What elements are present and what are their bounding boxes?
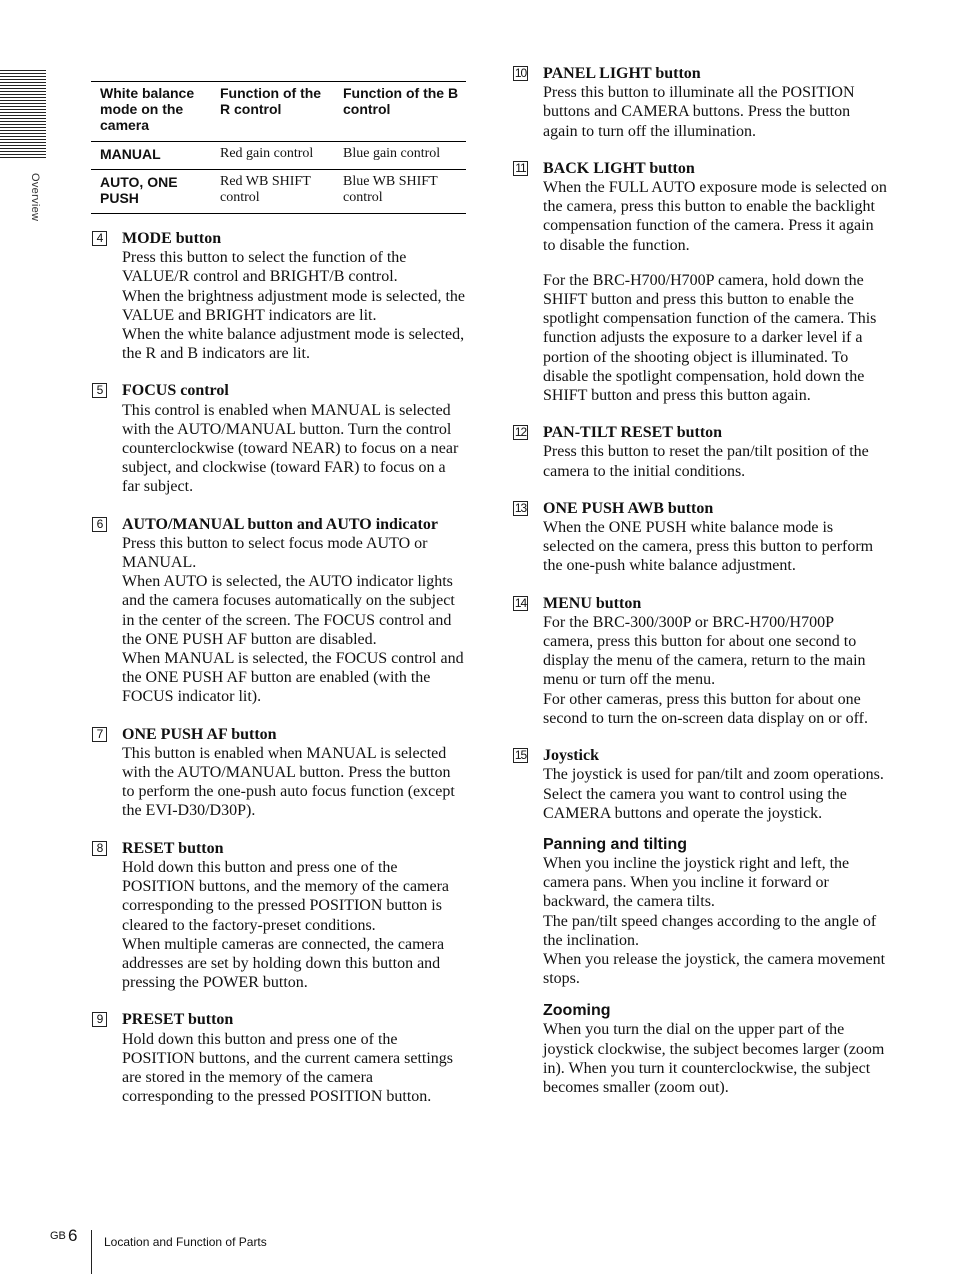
item-extra-paragraph: For the BRC-H700/H700P camera, hold down the SHIFT button and press this button to enable the spotlight compensation function of the camera. This function adjusts the exposure to a darker level if a portion of the shooting object is illuminated. To disable the spotlight compensation, hold down the SHIFT button and press this button again. xyxy=(543,271,877,405)
list-item xyxy=(91,839,466,993)
subsection-heading: Panning and tilting xyxy=(543,835,687,853)
item-title: PANEL LIGHT button xyxy=(543,65,701,82)
table-header: Function of the B control xyxy=(334,82,466,142)
sidebar-section-label: Overview xyxy=(29,173,41,222)
item-title: MENU button xyxy=(543,594,642,612)
item-number-box: 6 xyxy=(92,517,107,532)
subsection xyxy=(512,1001,887,1097)
item-number-box: 10 xyxy=(514,66,527,80)
item-paragraph: Press this button to select the function of the VALUE/R control and BRIGHT/B control. xyxy=(122,249,407,286)
sidebar-tab-stripes xyxy=(0,70,46,160)
item-number-box: 15 xyxy=(514,748,527,763)
list-item xyxy=(512,499,887,576)
table-cell: MANUAL xyxy=(91,142,211,170)
left-column xyxy=(91,81,466,1124)
list-item xyxy=(91,381,466,496)
subsection-paragraph: When you turn the dial on the upper part of the joystick clockwise, the subject becomes larger (zoom in). When you turn it counterclockwise, the subject becomes smaller (zoom out). xyxy=(543,1021,885,1096)
table-header-row xyxy=(91,82,466,142)
item-paragraph: Hold down this button and press one of the POSITION buttons, and the memory of the camera corresponding to the pressed POSITION button is cleared to the factory-preset conditions. xyxy=(122,858,450,934)
item-paragraph: When AUTO is selected, the AUTO indicator lights and the camera focuses automatically on the subject in the center of the screen. The FOCUS control and the ONE PUSH AF button are disabled. xyxy=(122,573,455,648)
right-column xyxy=(512,64,887,1112)
list-item xyxy=(91,515,466,707)
right-item-list xyxy=(512,64,887,823)
subsection-paragraph: When you release the joystick, the camera movement stops. xyxy=(543,950,886,988)
item-paragraph: This control is enabled when MANUAL is selected with the AUTO/MANUAL button. Turn the control counterclockwise (toward NEAR) to focus on a near subject, and clockwise (toward FAR) to focus on a far subject. xyxy=(122,401,459,496)
item-paragraph: Press this button to reset the pan/tilt position of the camera to the initial conditions. xyxy=(543,443,869,480)
item-paragraph: When MANUAL is selected, the FOCUS control and the ONE PUSH AF button are enabled (with the FOCUS indicator lit). xyxy=(122,650,464,706)
item-number-box: 5 xyxy=(92,383,107,398)
list-item xyxy=(91,725,466,821)
list-item xyxy=(512,423,887,481)
subsection xyxy=(512,835,887,988)
list-item xyxy=(512,64,887,141)
item-paragraph: When the white balance adjustment mode is selected, the R and B indicators are lit. xyxy=(122,326,465,363)
item-number-box: 7 xyxy=(92,727,107,742)
table-cell: AUTO, ONE PUSH xyxy=(91,170,211,214)
item-paragraph: Hold down this button and press one of the POSITION buttons, and the current camera settings are stored in the memory of the camera corresponding to the pressed POSITION button. xyxy=(122,1030,454,1106)
item-title: Joystick xyxy=(543,747,599,765)
item-title: RESET button xyxy=(122,839,224,857)
table-cell: Red gain control xyxy=(211,142,334,170)
footer-region-code: GB xyxy=(50,1230,66,1242)
item-paragraph: When the FULL AUTO exposure mode is selected on the camera, press this button to enable the backlight compensation function of the camera. Press it again to disable the function. xyxy=(543,179,887,254)
item-title: FOCUS control xyxy=(122,382,229,400)
list-item xyxy=(512,159,887,405)
item-paragraph: Press this button to illuminate all the POSITION buttons and CAMERA buttons. Press the button again to turn off the illumination. xyxy=(543,84,855,140)
table-row xyxy=(91,170,466,214)
footer-divider xyxy=(91,1230,92,1274)
list-item xyxy=(512,746,887,823)
item-paragraph: When the ONE PUSH white balance mode is selected on the camera, press this button to perform the one-push white balance adjustment. xyxy=(543,519,874,575)
subsection-paragraph: The pan/tilt speed changes according to the angle of the inclination. xyxy=(543,912,877,949)
joystick-subsections xyxy=(512,835,887,1097)
table-header: White balance mode on the camera xyxy=(91,82,211,142)
item-title: BACK LIGHT button xyxy=(543,159,695,177)
item-paragraph: For other cameras, press this button for about one second to turn the on-screen data display on or off. xyxy=(543,690,868,727)
item-title: PRESET button xyxy=(122,1011,234,1029)
list-item xyxy=(91,1010,466,1106)
item-paragraph: Press this button to select focus mode AUTO or MANUAL. xyxy=(122,534,428,572)
item-number-box: 11 xyxy=(513,161,528,176)
table-cell: Blue WB SHIFT control xyxy=(334,170,466,214)
item-number-box: 8 xyxy=(92,841,107,856)
item-paragraph: When multiple cameras are connected, the camera addresses are set by holding down this button and pressing the POWER button. xyxy=(122,935,445,992)
item-paragraph: When the brightness adjustment mode is selected, the VALUE and BRIGHT indicators are lit. xyxy=(122,287,466,324)
page-number: 6 xyxy=(68,1226,78,1245)
subsection-paragraph: When you incline the joystick right and left, the camera pans. When you incline it forward or backward, the camera tilts. xyxy=(543,854,850,911)
table-cell: Red WB SHIFT control xyxy=(211,170,334,214)
item-number-box: 4 xyxy=(92,231,107,246)
item-number-box: 12 xyxy=(514,425,527,440)
white-balance-table xyxy=(91,81,466,214)
subsection-heading: Zooming xyxy=(543,1002,611,1020)
item-number-box: 14 xyxy=(514,595,527,610)
item-paragraph: This button is enabled when MANUAL is selected with the AUTO/MANUAL button. Press the button to perform the one-push auto focus function (except the EVI-D30/D30P). xyxy=(122,744,455,820)
left-item-list xyxy=(91,229,466,1106)
table-row xyxy=(91,142,466,170)
list-item xyxy=(512,594,887,728)
table-cell: Blue gain control xyxy=(334,142,466,170)
item-title: ONE PUSH AWB button xyxy=(543,499,714,517)
item-title: MODE button xyxy=(122,230,222,247)
footer-section-title: Location and Function of Parts xyxy=(104,1235,267,1249)
item-paragraph: The joystick is used for pan/tilt and zoom operations. Select the camera you want to control using the CAMERA buttons and operate the joystick. xyxy=(543,766,884,822)
item-number-box: 9 xyxy=(92,1012,107,1027)
list-item xyxy=(91,229,466,363)
item-number-box: 13 xyxy=(514,500,527,515)
table-header: Function of the R control xyxy=(211,82,334,142)
item-title: PAN-TILT RESET button xyxy=(543,424,723,442)
item-paragraph: For the BRC-300/300P or BRC-H700/H700P camera, press this button for about one second to display the menu of the camera, return to the main menu or turn off the menu. xyxy=(543,613,866,689)
item-title: ONE PUSH AF button xyxy=(122,725,277,743)
item-title: AUTO/MANUAL button and AUTO indicator xyxy=(122,515,438,533)
